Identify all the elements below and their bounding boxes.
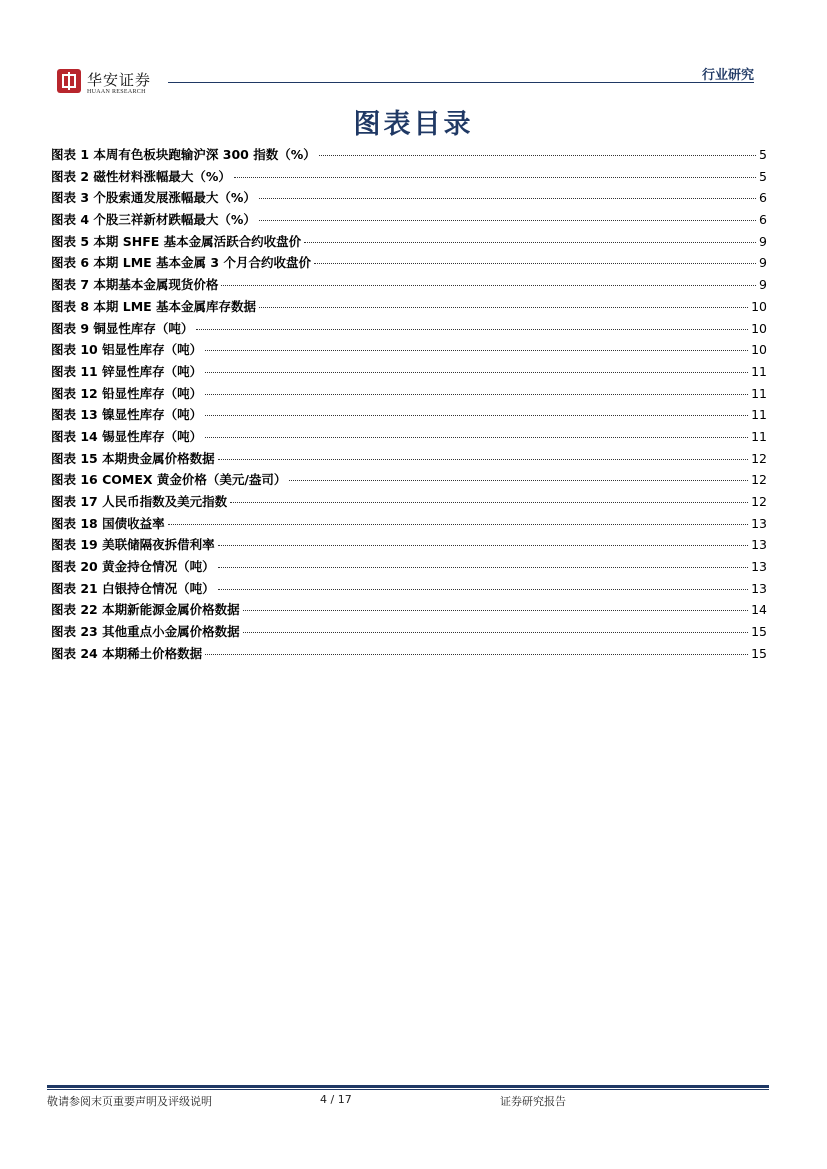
toc-dot-leader — [218, 459, 748, 460]
toc-entry[interactable] — [51, 252, 767, 274]
footer-report-type: 证券研究报告 — [500, 1095, 566, 1108]
toc-entry-page: 9 — [759, 255, 767, 271]
toc-dot-leader — [205, 654, 748, 655]
footer-disclaimer: 敬请参阅末页重要声明及评级说明 — [47, 1095, 212, 1108]
toc-entry-label: 图表 9 铜显性库存（吨） — [51, 320, 194, 336]
toc-entry[interactable] — [51, 578, 767, 600]
toc-entry-label: 图表 5 本期 SHFE 基本金属活跃合约收盘价 — [51, 233, 302, 249]
toc-dot-leader — [243, 632, 748, 633]
logo-seal-icon — [57, 69, 81, 93]
toc-entry[interactable] — [51, 643, 767, 665]
toc-entry-label: 图表 22 本期新能源金属价格数据 — [51, 602, 240, 618]
toc-dot-leader — [205, 394, 748, 395]
toc-entry-label: 图表 13 镍显性库存（吨） — [51, 407, 203, 423]
toc-entry[interactable] — [51, 469, 767, 491]
toc-entry[interactable] — [51, 513, 767, 535]
toc-entry[interactable] — [51, 231, 767, 253]
toc-entry-page: 5 — [759, 147, 767, 162]
page-header — [0, 0, 827, 100]
toc-entry-page: 13 — [751, 515, 767, 531]
toc-dot-leader — [205, 437, 748, 438]
toc-entry[interactable] — [51, 448, 767, 470]
toc-entry[interactable] — [51, 599, 767, 621]
toc-dot-leader — [234, 177, 756, 178]
toc-entry-page: 6 — [759, 212, 767, 228]
toc-entry-label: 图表 14 锡显性库存（吨） — [51, 428, 203, 444]
toc-entry-label: 图表 8 本期 LME 基本金属库存数据 — [51, 298, 257, 314]
toc-entry-page: 10 — [751, 320, 767, 336]
toc-entry[interactable] — [51, 621, 767, 643]
toc-entry[interactable] — [51, 296, 767, 318]
toc-dot-leader — [205, 415, 748, 416]
toc-entry-page: 12 — [751, 472, 767, 488]
toc-entry[interactable] — [51, 361, 767, 383]
toc-entry-page: 15 — [751, 624, 767, 640]
toc-entry-label: 图表 20 黄金持仓情况（吨） — [51, 559, 215, 575]
toc-dot-leader — [259, 307, 748, 308]
document-type-label: 行业研究 — [701, 68, 754, 83]
toc-entry[interactable] — [51, 404, 767, 426]
toc-entry-label: 图表 11 锌显性库存（吨） — [51, 363, 203, 379]
toc-dot-leader — [259, 198, 756, 199]
toc-entry-label: 图表 15 本期贵金属价格数据 — [51, 450, 215, 466]
toc-dot-leader — [205, 372, 748, 373]
footer-divider-thin — [47, 1089, 769, 1090]
footer-page-number: 4 / 17 — [320, 1093, 352, 1106]
toc-entry[interactable] — [51, 318, 767, 340]
toc-entry-page: 12 — [751, 494, 767, 509]
toc-dot-leader — [243, 610, 748, 611]
toc-entry-page: 13 — [751, 537, 767, 553]
brand-name-en: HUAAN RESEARCH — [87, 89, 146, 95]
toc-dot-leader — [218, 589, 748, 590]
toc-dot-leader — [205, 350, 748, 351]
toc-dot-leader — [314, 263, 756, 264]
toc-entry[interactable] — [51, 187, 767, 209]
toc-entry[interactable] — [51, 144, 767, 166]
toc-entry[interactable] — [51, 209, 767, 231]
toc-entry-label: 图表 12 铅显性库存（吨） — [51, 385, 203, 401]
page-title: 图表目录 — [353, 109, 474, 140]
brand-name-cn: 华安证券 — [87, 71, 152, 89]
toc-entry[interactable] — [51, 339, 767, 361]
toc-entry-label: 图表 24 本期稀土价格数据 — [51, 645, 203, 661]
toc-dot-leader — [230, 502, 748, 503]
toc-entry[interactable] — [51, 426, 767, 448]
toc-entry-page: 12 — [751, 450, 767, 466]
toc-dot-leader — [221, 285, 756, 286]
toc-entry-label: 图表 3 个股索通发展涨幅最大（%） — [51, 190, 256, 206]
toc-entry-label: 图表 18 国债收益率 — [51, 515, 165, 531]
toc-entry-label: 图表 7 本期基本金属现货价格 — [51, 277, 219, 293]
toc-entry-label: 图表 10 铝显性库存（吨） — [51, 342, 203, 358]
toc-dot-leader — [319, 155, 756, 156]
toc-entry-label: 图表 16 COMEX 黄金价格（美元/盎司） — [51, 472, 287, 488]
toc-entry-page: 10 — [751, 298, 767, 314]
toc-entry-page: 13 — [751, 580, 767, 596]
toc-entry-label: 图表 4 个股三祥新材跌幅最大（%） — [51, 212, 256, 228]
toc-entry[interactable] — [51, 166, 767, 188]
toc-entry-label: 图表 21 白银持仓情况（吨） — [51, 580, 215, 596]
toc-entry-page: 15 — [751, 645, 767, 661]
toc-entry-label: 图表 2 磁性材料涨幅最大（%） — [51, 168, 231, 184]
toc-dot-leader — [304, 242, 756, 243]
toc-entry-page: 10 — [751, 342, 767, 358]
toc-entry-label: 图表 6 本期 LME 基本金属 3 个月合约收盘价 — [51, 255, 311, 271]
huaan-logo — [57, 69, 177, 99]
toc-entry-page: 6 — [759, 190, 767, 206]
toc-entry-page: 11 — [751, 385, 767, 401]
header-divider — [168, 82, 754, 83]
toc-entry-label: 图表 1 本周有色板块跑输沪深 300 指数（%） — [51, 147, 316, 162]
toc-entry-page: 9 — [759, 233, 767, 249]
toc-entry[interactable] — [51, 274, 767, 296]
toc-dot-leader — [289, 480, 748, 481]
table-of-figures — [51, 144, 767, 665]
toc-entry-page: 11 — [751, 428, 767, 444]
toc-entry[interactable] — [51, 556, 767, 578]
toc-dot-leader — [196, 329, 748, 330]
toc-entry-label: 图表 23 其他重点小金属价格数据 — [51, 624, 240, 640]
toc-entry-page: 5 — [759, 168, 767, 184]
footer-divider-thick — [47, 1085, 769, 1088]
toc-entry[interactable] — [51, 534, 767, 556]
toc-entry-page: 13 — [751, 559, 767, 575]
toc-entry-page: 9 — [759, 277, 767, 293]
toc-entry-label: 图表 17 人民币指数及美元指数 — [51, 494, 228, 509]
toc-dot-leader — [218, 567, 748, 568]
toc-dot-leader — [168, 524, 748, 525]
toc-entry-label: 图表 19 美联储隔夜拆借利率 — [51, 537, 215, 553]
toc-entry-page: 14 — [751, 602, 767, 618]
toc-dot-leader — [218, 545, 748, 546]
toc-dot-leader — [259, 220, 756, 221]
toc-entry[interactable] — [51, 491, 767, 513]
toc-entry[interactable] — [51, 383, 767, 405]
toc-entry-page: 11 — [751, 363, 767, 379]
toc-entry-page: 11 — [751, 407, 767, 423]
